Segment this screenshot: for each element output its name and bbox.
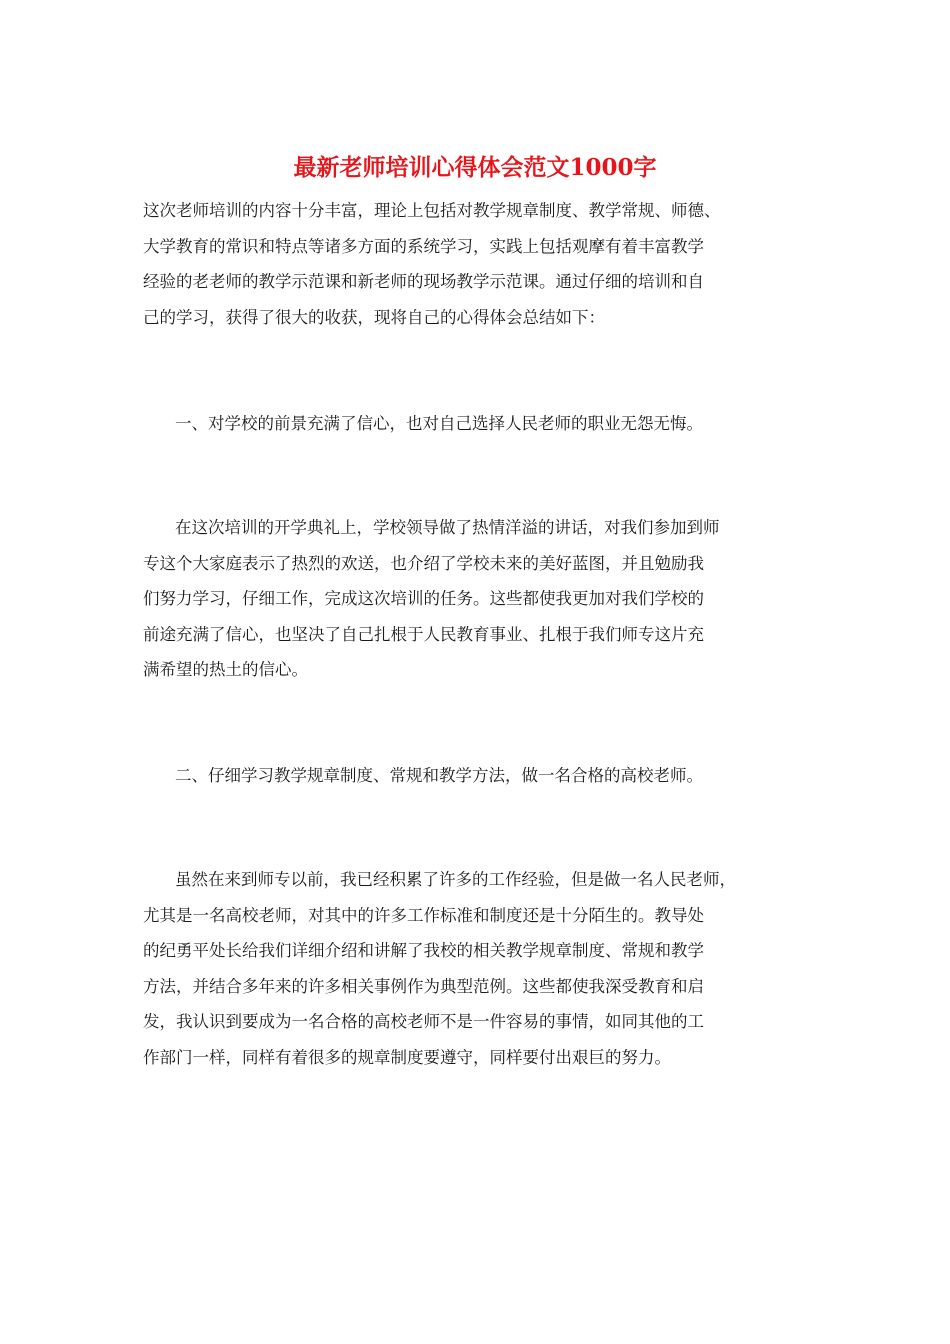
text-line: 作部门一样，同样有着很多的规章制度要遵守，同样要付出艰巨的努力。 [143,1047,671,1067]
text-line: 大学教育的常识和特点等诸多方面的系统学习，实践上包括观摩有着丰富教学 [143,236,704,256]
text-line: 方法，并结合多年来的许多相关事例作为典型范例。这些都使我深受教育和启 [143,976,704,996]
intro-paragraph [143,193,811,335]
body-paragraph-2 [143,862,811,1075]
document-title: 最新老师培训心得体会范文1000字 [293,154,657,181]
text-line: 在这次培训的开学典礼上，学校领导做了热情洋溢的讲话，对我们参加到师 [175,518,720,537]
text-line: 满希望的热土的信心。 [143,660,308,679]
text-line: 们努力学习，仔细工作，完成这次培训的任务。这些都使我更加对我们学校的 [143,589,704,608]
text-line: 的纪勇平处长给我们详细介绍和讲解了我校的相关教学规章制度、常规和教学 [143,941,704,960]
text-line: 前途充满了信心，也坚决了自己扎根于人民教育事业、扎根于我们师专这片充 [143,624,704,644]
text-line: 虽然在来到师专以前，我已经积累了许多的工作经验，但是做一名人民老师， [175,870,736,889]
text-line: 这次老师培训的内容十分丰富，理论上包括对教学规章制度、教学常规、师德、 [143,201,721,220]
section-heading-2 [143,758,811,794]
text-line: 二、仔细学习教学规章制度、常规和教学方法，做一名合格的高校老师。 [175,766,703,785]
body-paragraph-1 [143,510,811,688]
text-line: 经验的老老师的教学示范课和新老师的现场教学示范课。通过仔细的培训和自 [143,272,704,291]
text-line: 一、对学校的前景充满了信心，也对自己选择人民老师的职业无怨无悔。 [175,414,703,433]
text-line: 专这个大家庭表示了热烈的欢送，也介绍了学校未来的美好蓝图，并且勉励我 [143,553,704,573]
section-heading-1 [143,406,811,442]
text-line: 尤其是一名高校老师，对其中的许多工作标准和制度还是十分陌生的。教导处 [143,905,704,925]
text-line: 己的学习，获得了很大的收获，现将自己的心得体会总结如下： [143,307,605,327]
text-line: 发，我认识到要成为一名合格的高校老师不是一件容易的事情，如同其他的工 [143,1012,704,1031]
